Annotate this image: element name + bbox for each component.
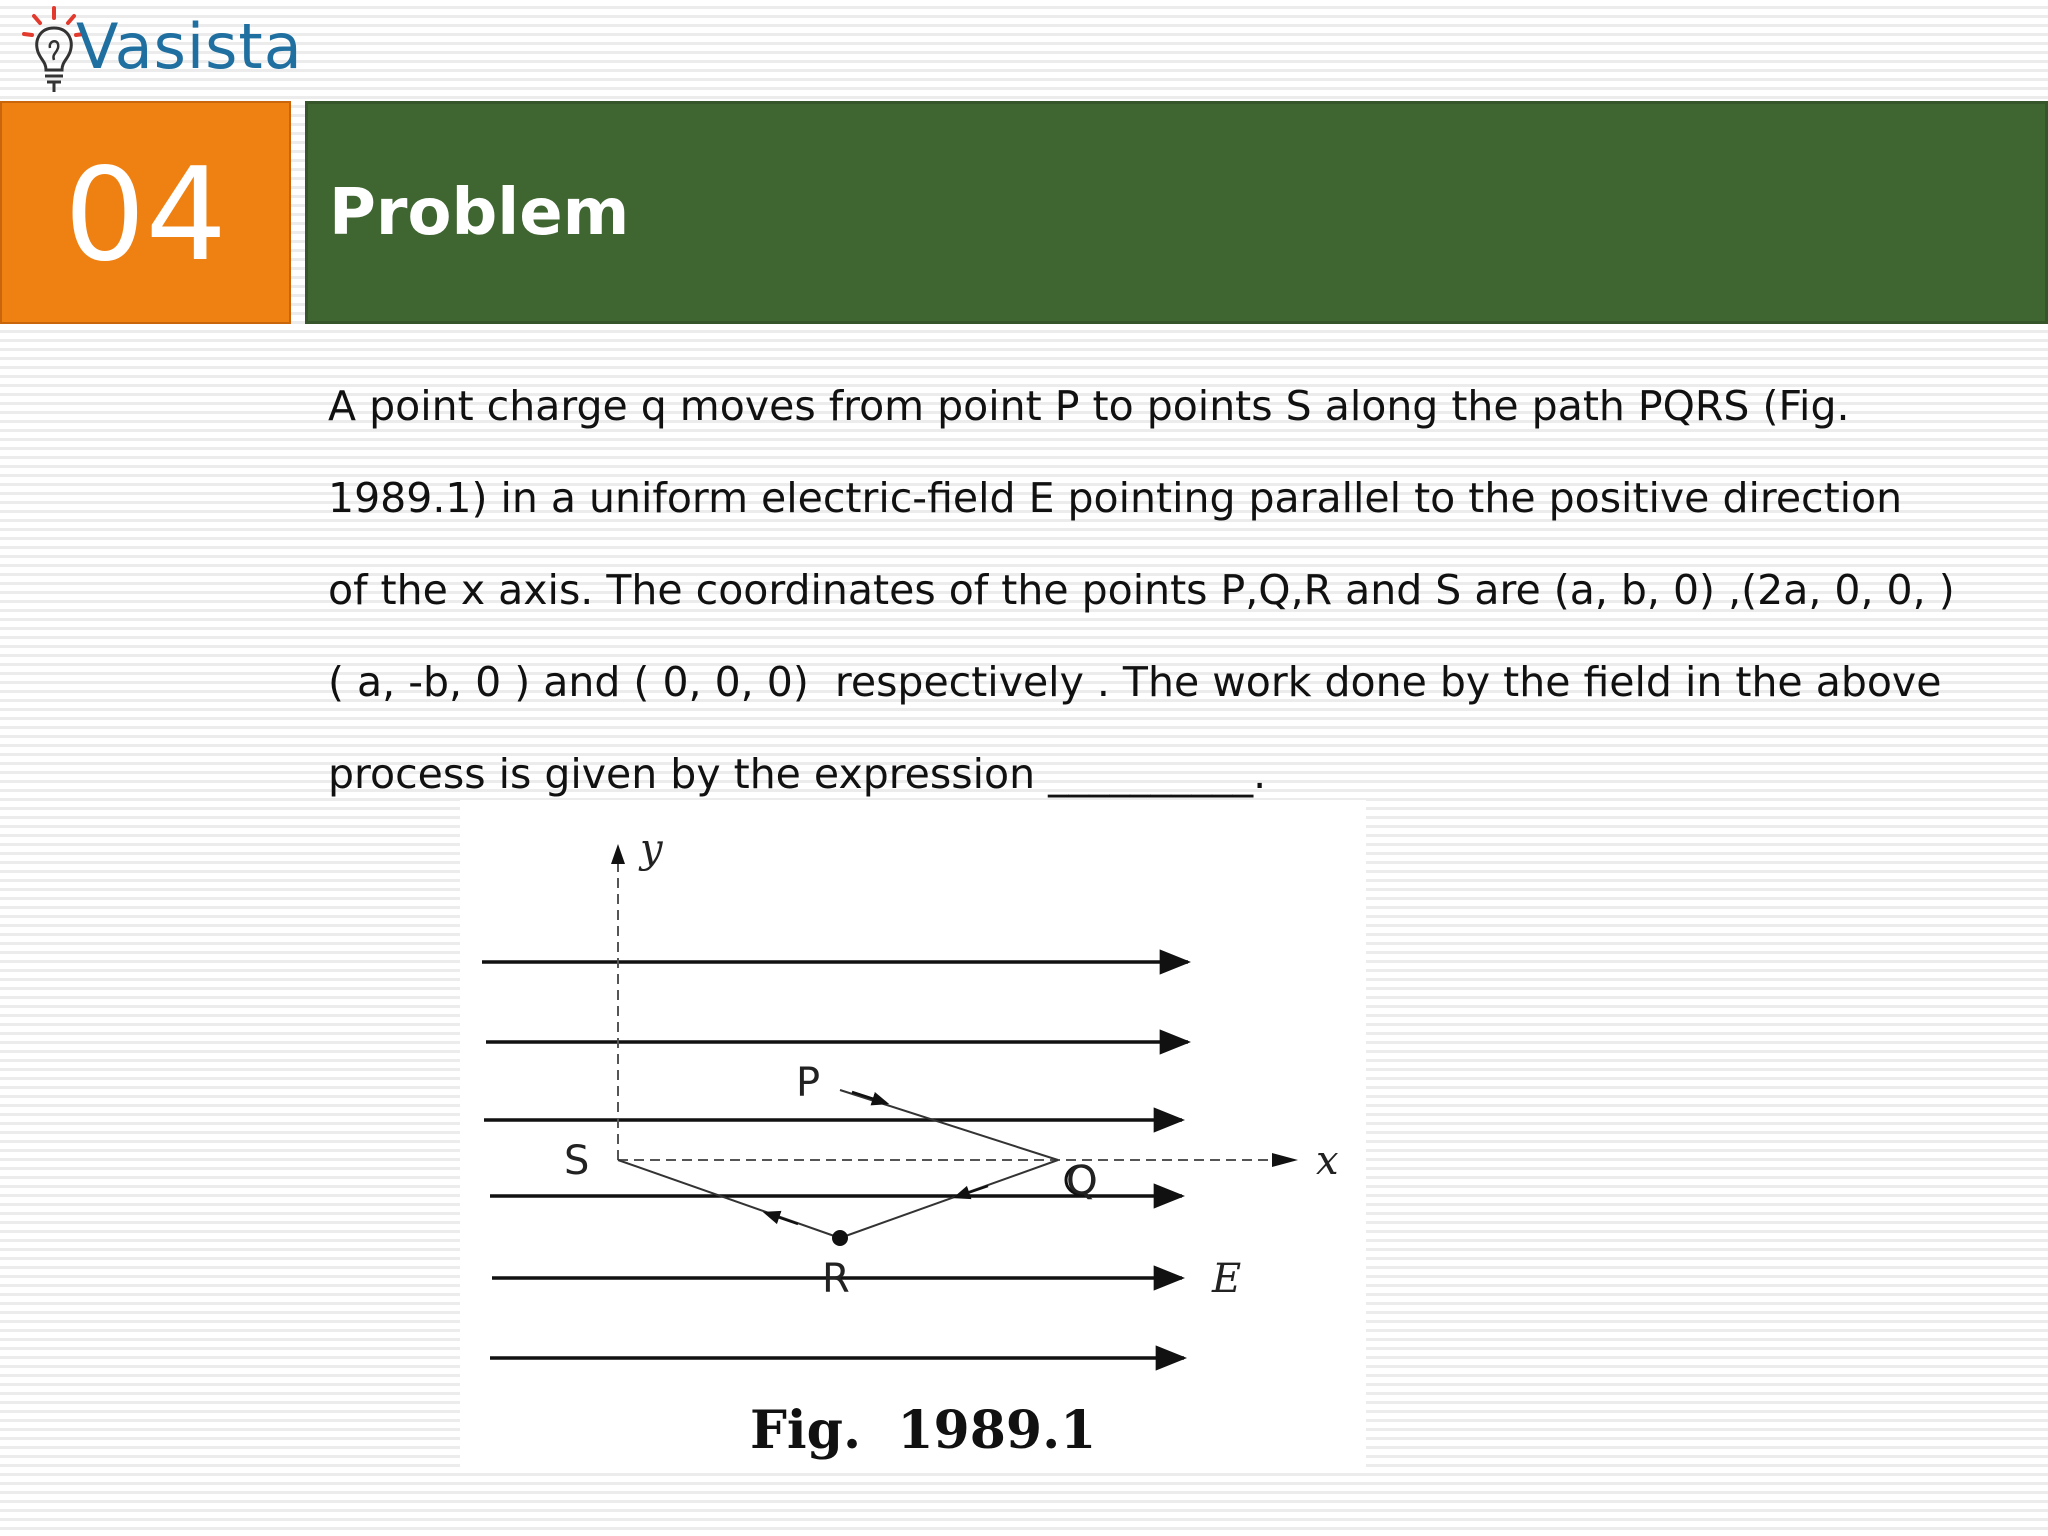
- label-R: R: [822, 1256, 850, 1302]
- figure-1989-1: [460, 800, 1366, 1470]
- x-axis-arrowhead: [1272, 1153, 1298, 1167]
- y-axis-arrowhead: [611, 844, 625, 864]
- slide-title: Problem: [329, 175, 630, 250]
- problem-line-3: of the x axis. The coordinates of the points P,Q,R and S are (a, b, 0) ,(2a, 0, 0, ): [328, 566, 1955, 614]
- problem-line-5: process is given by the expression __________.: [328, 750, 1267, 798]
- slide-number-box: [0, 101, 291, 324]
- field-diagram: [460, 800, 1366, 1470]
- problem-line-1: A point charge q moves from point P to points S along the path PQRS (Fig.: [328, 382, 1850, 430]
- title-bar: [305, 101, 2048, 324]
- label-Q: Q: [1066, 1158, 1098, 1204]
- path-QR: [840, 1160, 1058, 1238]
- vasista-logo: [18, 4, 303, 96]
- figure-caption: Fig. 1989.1: [750, 1400, 1097, 1461]
- problem-statement: [328, 360, 1988, 820]
- arrow-PQ: [852, 1092, 886, 1103]
- arrow-RS: [766, 1213, 798, 1224]
- label-S: S: [564, 1138, 590, 1184]
- problem-line-4: ( a, -b, 0 ) and ( 0, 0, 0) respectively . The work done by the field in the above: [328, 658, 1942, 706]
- point-R: [832, 1230, 848, 1246]
- field-label-E: E: [1212, 1256, 1242, 1302]
- label-P: P: [796, 1060, 821, 1106]
- x-axis-label: x: [1316, 1138, 1339, 1184]
- path-RS: [618, 1160, 840, 1238]
- path-PQ: [840, 1090, 1058, 1160]
- problem-line-2: 1989.1) in a uniform electric-field E pointing parallel to the positive direction: [328, 474, 1903, 522]
- y-axis-label: y: [640, 826, 663, 872]
- logo-text: Vasista: [76, 10, 303, 83]
- slide-number: 04: [64, 140, 227, 290]
